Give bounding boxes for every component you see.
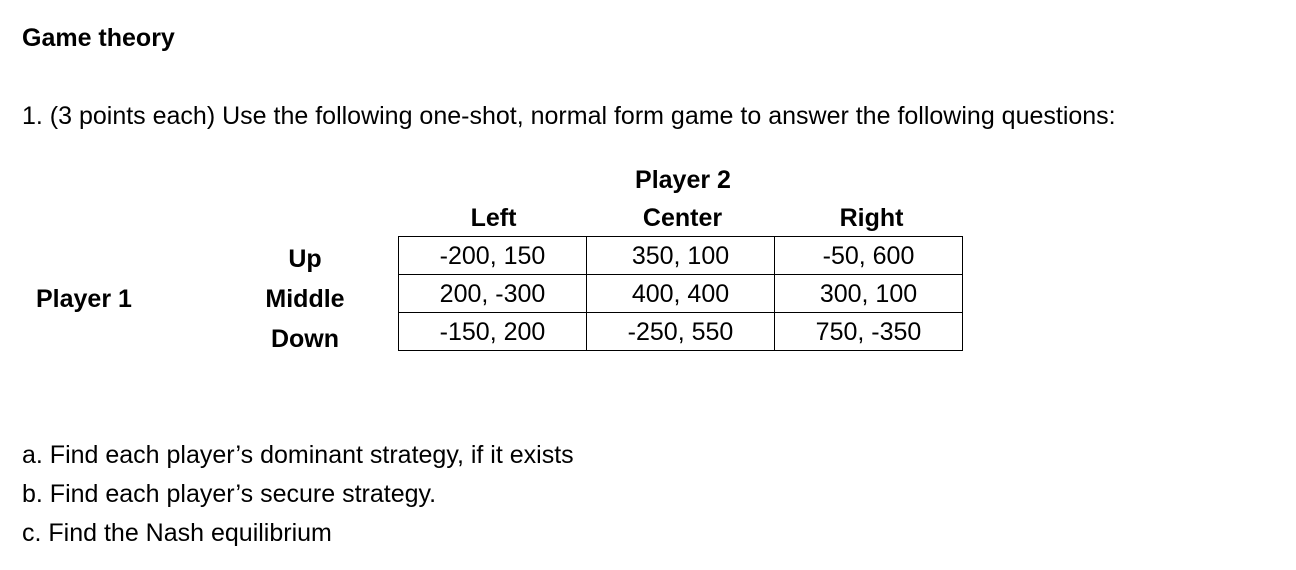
payoff-row-up — [399, 237, 963, 275]
payoff-row-down — [399, 313, 963, 351]
question-intro: 1. (3 points each) Use the following one-shot, normal form game to answer the following questions: — [22, 102, 1116, 130]
player1-label: Player 1 — [36, 285, 132, 313]
page-title: Game theory — [22, 24, 175, 52]
payoff-row-middle — [399, 275, 963, 313]
payoff-cell: -50, 600 — [775, 237, 963, 275]
payoff-cell: 350, 100 — [587, 237, 775, 275]
payoff-matrix — [398, 236, 963, 351]
row-header-down: Down — [270, 325, 340, 353]
payoff-cell: 750, -350 — [775, 313, 963, 351]
payoff-cell: -200, 150 — [399, 237, 587, 275]
column-header-center: Center — [642, 204, 723, 232]
payoff-cell: -150, 200 — [399, 313, 587, 351]
question-c: c. Find the Nash equilibrium — [22, 519, 332, 547]
row-header-middle: Middle — [265, 285, 345, 313]
question-a: a. Find each player’s dominant strategy, if it exists — [22, 441, 574, 469]
payoff-cell: -250, 550 — [587, 313, 775, 351]
payoff-cell: 400, 400 — [587, 275, 775, 313]
row-header-up: Up — [288, 245, 322, 273]
column-header-right: Right — [839, 204, 904, 232]
column-header-left: Left — [470, 204, 517, 232]
player2-label: Player 2 — [635, 166, 731, 194]
payoff-cell: 300, 100 — [775, 275, 963, 313]
payoff-cell: 200, -300 — [399, 275, 587, 313]
question-b: b. Find each player’s secure strategy. — [22, 480, 437, 508]
